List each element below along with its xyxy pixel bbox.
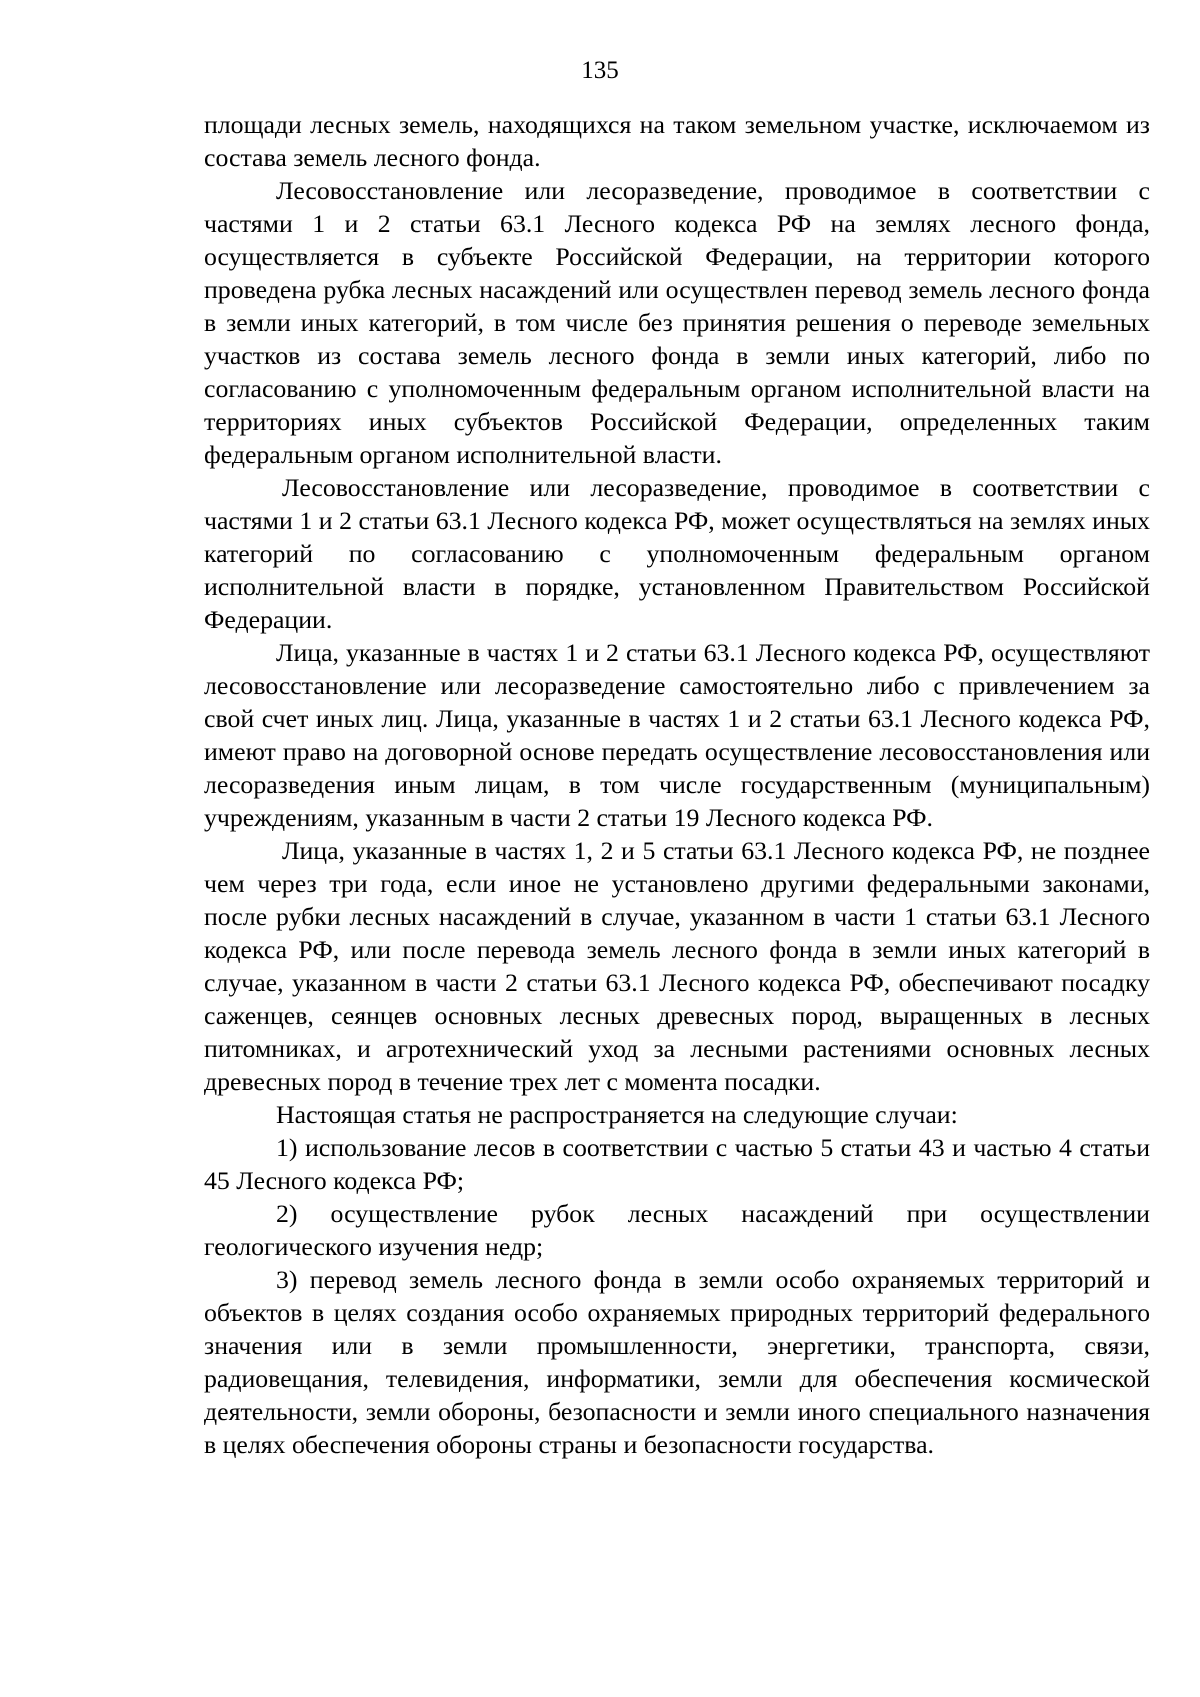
paragraph: Лица, указанные в частях 1, 2 и 5 статьи 63.1 Лесного кодекса РФ, не позднее чем через три года, если иное не установлено другими федеральными законами, после рубки лесных насаждений в случае, указанном в части 1 статьи 63.1 Лесного кодекса РФ, или после перевода земель лесного фонда в земли иных категорий в случае, указанном в части 2 статьи 63.1 Лесного кодекса РФ, обеспечивают посадку саженцев, сеянцев основных лесных древесных пород, выращенных в лесных питомниках, и агротехнический уход за лесными растениями основных лесных древесных пород в течение трех лет с момента посадки. (204, 836, 1150, 1096)
paragraph: Настоящая статья не распространяется на следующие случаи: (276, 1100, 958, 1129)
list-item: 3) перевод земель лесного фонда в земли особо охраняемых территорий и объектов в целях создания особо охраняемых природных территорий федерального значения или в земли промышленности, энергетики, транспорта, связи, радиовещания, телевидения, информатики, земли для обеспечения космической деятельности, земли обороны, безопасности и земли иного специального назначения в целях обеспечения обороны страны и безопасности государства. (204, 1265, 1150, 1459)
document-body (204, 108, 1150, 1461)
page-number: 135 (581, 57, 619, 84)
paragraph: Лесовосстановление или лесоразведение, проводимое в соответствии с частями 1 и 2 статьи 63.1 Лесного кодекса РФ на землях лесного фонда, осуществляется в субъекте Российской Федерации, на территории которого проведена рубка лесных насаждений или осуществлен перевод земель лесного фонда в земли иных категорий, в том числе без принятия решения о переводе земельных участков из состава земель лесного фонда в земли иных категорий, либо по согласованию с уполномоченным федеральным органом исполнительной власти на территориях иных субъектов Российской Федерации, определенных таким федеральным органом исполнительной власти. (204, 176, 1150, 469)
list-item: 2) осуществление рубок лесных насаждений при осуществлении геологического изучения недр; (204, 1199, 1150, 1261)
paragraph: Лесовосстановление или лесоразведение, проводимое в соответствии с частями 1 и 2 статьи 63.1 Лесного кодекса РФ, может осуществляться на землях иных категорий по согласованию с уполномоченным федеральным органом исполнительной власти в порядке, установленном Правительством Российской Федерации. (204, 473, 1150, 634)
list-item: 1) использование лесов в соответствии с частью 5 статьи 43 и частью 4 статьи 45 Лесного кодекса РФ; (204, 1133, 1150, 1195)
paragraph-continuation: площади лесных земель, находящихся на таком земельном участке, исключаемом из состава земель лесного фонда. (204, 110, 1150, 172)
paragraph: Лица, указанные в частях 1 и 2 статьи 63.1 Лесного кодекса РФ, осуществляют лесовосстановление или лесоразведение самостоятельно либо с привлечением за свой счет иных лиц. Лица, указанные в частях 1 и 2 статьи 63.1 Лесного кодекса РФ, имеют право на договорной основе передать осуществление лесовосстановления или лесоразведения иным лицам, в том числе государственным (муниципальным) учреждениям, указанным в части 2 статьи 19 Лесного кодекса РФ. (204, 638, 1150, 832)
